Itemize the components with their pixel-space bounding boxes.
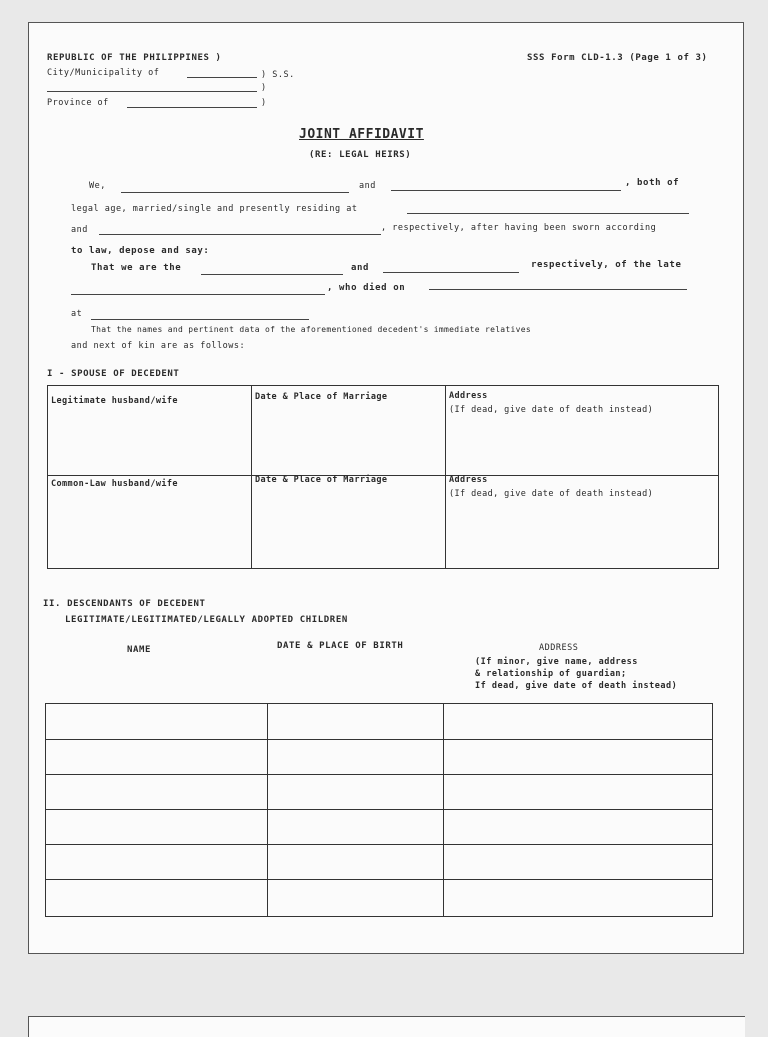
text-resp-late: respectively, of the late	[531, 260, 682, 270]
col-name-header: NAME	[127, 645, 152, 655]
col-address-header: ADDRESS	[539, 643, 579, 653]
date-death-blank[interactable]	[429, 289, 687, 290]
desc-row-line	[45, 774, 713, 775]
legit-if-dead: (If dead, give date of death instead)	[449, 405, 654, 415]
addr-note-2: & relationship of guardian;	[475, 669, 627, 679]
text-that-we: That we are the	[91, 263, 182, 273]
addr-note-3: If dead, give date of death instead)	[475, 681, 678, 691]
descendants-heading: II. DESCENDANTS OF DECEDENT	[43, 599, 206, 609]
relation1-blank[interactable]	[201, 274, 343, 275]
city-blank-2[interactable]	[47, 91, 257, 92]
text-and-2: and	[71, 225, 88, 235]
desc-col-divider-2	[443, 703, 444, 917]
form-page	[28, 22, 744, 954]
text-names-1: That the names and pertinent data of the aforementioned decedent's immediate relatives	[91, 325, 532, 334]
desc-row-line	[45, 879, 713, 880]
legit-spouse-label: Legitimate husband/wife	[51, 396, 178, 406]
affiant1-name-blank[interactable]	[121, 192, 349, 193]
desc-row-1-name-cell[interactable]	[47, 741, 265, 773]
header-paren-2: )	[261, 98, 267, 108]
header-republic: REPUBLIC OF THE PHILIPPINES )	[47, 53, 222, 63]
desc-row-2-name-cell[interactable]	[47, 776, 265, 808]
decedent-name-blank[interactable]	[71, 294, 325, 295]
desc-col-divider-1	[267, 703, 268, 917]
spouse-col-divider-2	[445, 385, 446, 569]
text-both-of: , both of	[625, 178, 680, 188]
relation2-blank[interactable]	[383, 272, 519, 273]
addr-note-1: (If minor, give name, address	[475, 657, 638, 667]
common-marriage-label: Date & Place of Marriage	[255, 475, 388, 485]
text-and-3: and	[351, 263, 370, 273]
descendants-subheading: LEGITIMATE/LEGITIMATED/LEGALLY ADOPTED CHILDREN	[65, 615, 348, 625]
header-province-label: Province of	[47, 98, 109, 108]
province-blank[interactable]	[127, 107, 257, 108]
document-subtitle: (RE: LEGAL HEIRS)	[309, 150, 412, 160]
text-at: at	[71, 309, 83, 319]
desc-row-line	[45, 809, 713, 810]
common-spouse-label: Common-Law husband/wife	[51, 479, 178, 489]
city-blank[interactable]	[187, 77, 257, 78]
header-ss: ) S.S.	[261, 70, 295, 80]
spouse-section-heading: I - SPOUSE OF DECEDENT	[47, 369, 180, 379]
residence1-blank[interactable]	[407, 213, 689, 214]
form-id: SSS Form CLD-1.3 (Page 1 of 3)	[527, 53, 708, 63]
text-legal-age: legal age, married/single and presently residing at	[71, 204, 358, 214]
desc-row-line	[45, 844, 713, 845]
legit-address-label: Address	[449, 391, 488, 401]
text-we: We,	[89, 181, 106, 191]
col-date-header: DATE & PLACE OF BIRTH	[277, 641, 404, 651]
text-names-2: and next of kin are as follows:	[71, 341, 246, 351]
desc-row-line	[45, 739, 713, 740]
place-death-blank[interactable]	[91, 319, 309, 320]
common-if-dead: (If dead, give date of death instead)	[449, 489, 654, 499]
text-to-law: to law, depose and say:	[71, 246, 210, 256]
descendants-table	[45, 703, 713, 917]
text-who-died: , who died on	[327, 283, 406, 293]
residence2-blank[interactable]	[99, 234, 381, 235]
header-city-label: City/Municipality of	[47, 68, 160, 78]
common-address-label: Address	[449, 475, 488, 485]
legit-marriage-label: Date & Place of Marriage	[255, 392, 388, 402]
affiant2-name-blank[interactable]	[391, 190, 621, 191]
text-respectively: , respectively, after having been sworn according	[381, 223, 657, 233]
desc-row-3-name-cell[interactable]	[47, 811, 265, 843]
next-page-edge	[28, 1016, 745, 1037]
document-title: JOINT AFFIDAVIT	[299, 127, 424, 142]
header-paren-1: )	[261, 83, 267, 93]
text-and-1: and	[359, 181, 376, 191]
spouse-col-divider-1	[251, 385, 252, 569]
